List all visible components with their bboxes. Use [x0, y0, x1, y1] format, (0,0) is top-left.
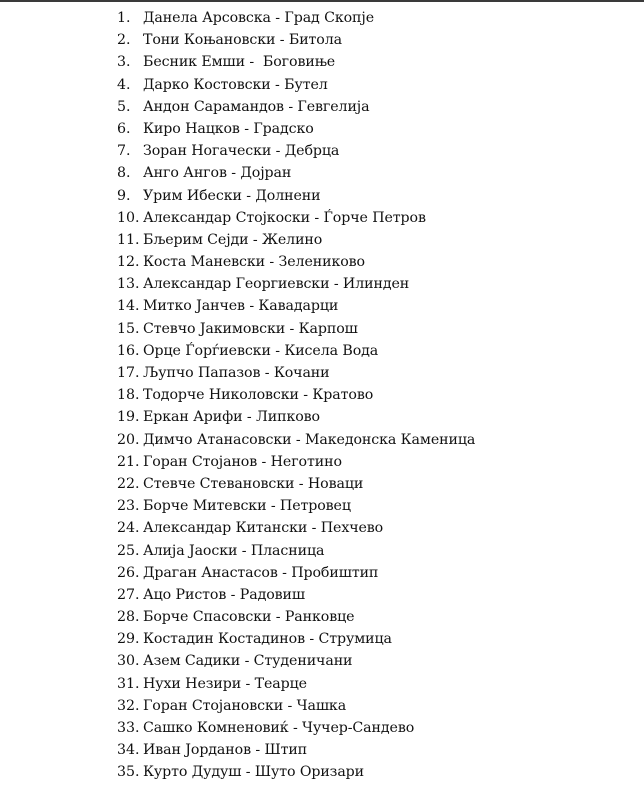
list-item-text: Бесник Емши - Боговиње	[143, 54, 336, 71]
list-item-text: Иван Јорданов - Штип	[143, 742, 308, 759]
list-item-text: Орце Ѓорѓиевски - Кисела Вода	[143, 342, 379, 359]
list-item-number: 3.	[117, 54, 131, 71]
list-item-text: Киро Нацков - Градско	[143, 120, 314, 137]
list-item-text: Александар Стојкоски - Ѓорче Петров	[143, 209, 426, 226]
list-item-text: Данела Арсовска - Град Скопје	[143, 10, 375, 26]
list-item-number: 9.	[117, 187, 131, 204]
list-item-number: 32.	[117, 697, 140, 714]
list-item-number: 25.	[117, 542, 140, 559]
list-item-number: 11.	[117, 231, 140, 248]
list-item-text: Борче Митевски - Петровец	[143, 498, 351, 515]
top-border-bar	[0, 0, 644, 2]
list-item-number: 20.	[117, 431, 140, 448]
list-item-number: 28.	[117, 609, 140, 626]
list-item-text: Ацо Ристов - Радовиш	[143, 586, 305, 603]
list-item-number: 24.	[117, 520, 140, 537]
list-item-number: 23.	[117, 498, 140, 515]
list-item-text: Митко Јанчев - Кавадарци	[143, 298, 339, 315]
list-item-text: Александар Георгиевски - Илинден	[143, 276, 410, 293]
list-item-number: 12.	[117, 254, 140, 271]
list-item-text: Еркан Арифи - Липково	[143, 409, 320, 426]
list-item-number: 8.	[117, 165, 131, 182]
list-item-number: 15.	[117, 320, 140, 337]
list-item-number: 4.	[117, 76, 131, 93]
list-item-number: 1.	[117, 10, 131, 26]
list-item-number: 27.	[117, 586, 140, 603]
list-item-text: Стевче Стевановски - Новаци	[143, 475, 364, 492]
list-item-text: Бљерим Сејди - Желино	[143, 231, 323, 248]
list-item-text: Александар Китански - Пехчево	[143, 520, 384, 537]
list-item-text: Анго Ангов - Дојран	[143, 165, 292, 182]
list-item-text: Алија Јаоски - Пласница	[143, 542, 325, 559]
list-item-number: 29.	[117, 631, 140, 648]
list-item-number: 34.	[117, 742, 140, 759]
list-item-text: Сашко Комненовиќ - Чучер-Сандево	[143, 720, 415, 736]
list-item-text: Стевчо Јакимовски - Карпош	[143, 320, 358, 337]
list-item-number: 21.	[117, 453, 140, 470]
list-item-text: Димчо Атанасовски - Македонска Каменица	[143, 431, 476, 448]
list-item-number: 19.	[117, 409, 140, 426]
list-item-number: 35.	[117, 764, 140, 781]
list-item-number: 17.	[117, 365, 140, 381]
list-item-number: 2.	[117, 32, 131, 49]
list-item-number: 5.	[117, 98, 131, 115]
list-item-text: Курто Дудуш - Шуто Оризари	[143, 764, 365, 781]
list-item-text: Костадин Костадинов - Струмица	[143, 631, 392, 648]
list-item-number: 7.	[117, 143, 131, 160]
list-item-number: 30.	[117, 653, 140, 670]
list-item-number: 18.	[117, 387, 140, 404]
list-item-number: 31.	[117, 675, 140, 692]
list-item-text: Андон Сарамандов - Гевгелија	[143, 98, 370, 115]
list-item-number: 10.	[117, 209, 140, 226]
list-item-number: 14.	[117, 298, 140, 315]
list-item-text: Дарко Костовски - Бутел	[143, 76, 328, 93]
list-item-text: Тони Коњановски - Битола	[143, 32, 343, 49]
list-item-text: Коста Маневски - Зелениково	[143, 254, 365, 271]
list-item-text: Горан Стојанов - Неготино	[143, 453, 342, 470]
list-item-number: 13.	[117, 276, 140, 293]
list-item-text: Горан Стојановски - Чашка	[143, 697, 347, 714]
list-item-number: 26.	[117, 564, 140, 581]
list-item-text: Азем Садики - Студеничани	[143, 653, 353, 670]
list-item-number: 33.	[117, 720, 140, 736]
list-item-text: Зоран Ногачески - Дебрца	[143, 143, 340, 160]
list-item-text: Нухи Незири - Теарце	[143, 675, 307, 692]
list-item-number: 22.	[117, 475, 140, 492]
list-item-text: Борче Спасовски - Ранковце	[143, 609, 355, 626]
list-item-text: Љупчо Папазов - Кочани	[143, 365, 330, 381]
list-item-text: Драган Анастасов - Пробиштип	[143, 564, 379, 581]
list-item-text: Тодорче Николовски - Кратово	[143, 387, 374, 404]
list-item-number: 16.	[117, 342, 140, 359]
list-item-number: 6.	[117, 120, 131, 137]
list-item-text: Урим Ибески - Долнени	[143, 187, 321, 204]
